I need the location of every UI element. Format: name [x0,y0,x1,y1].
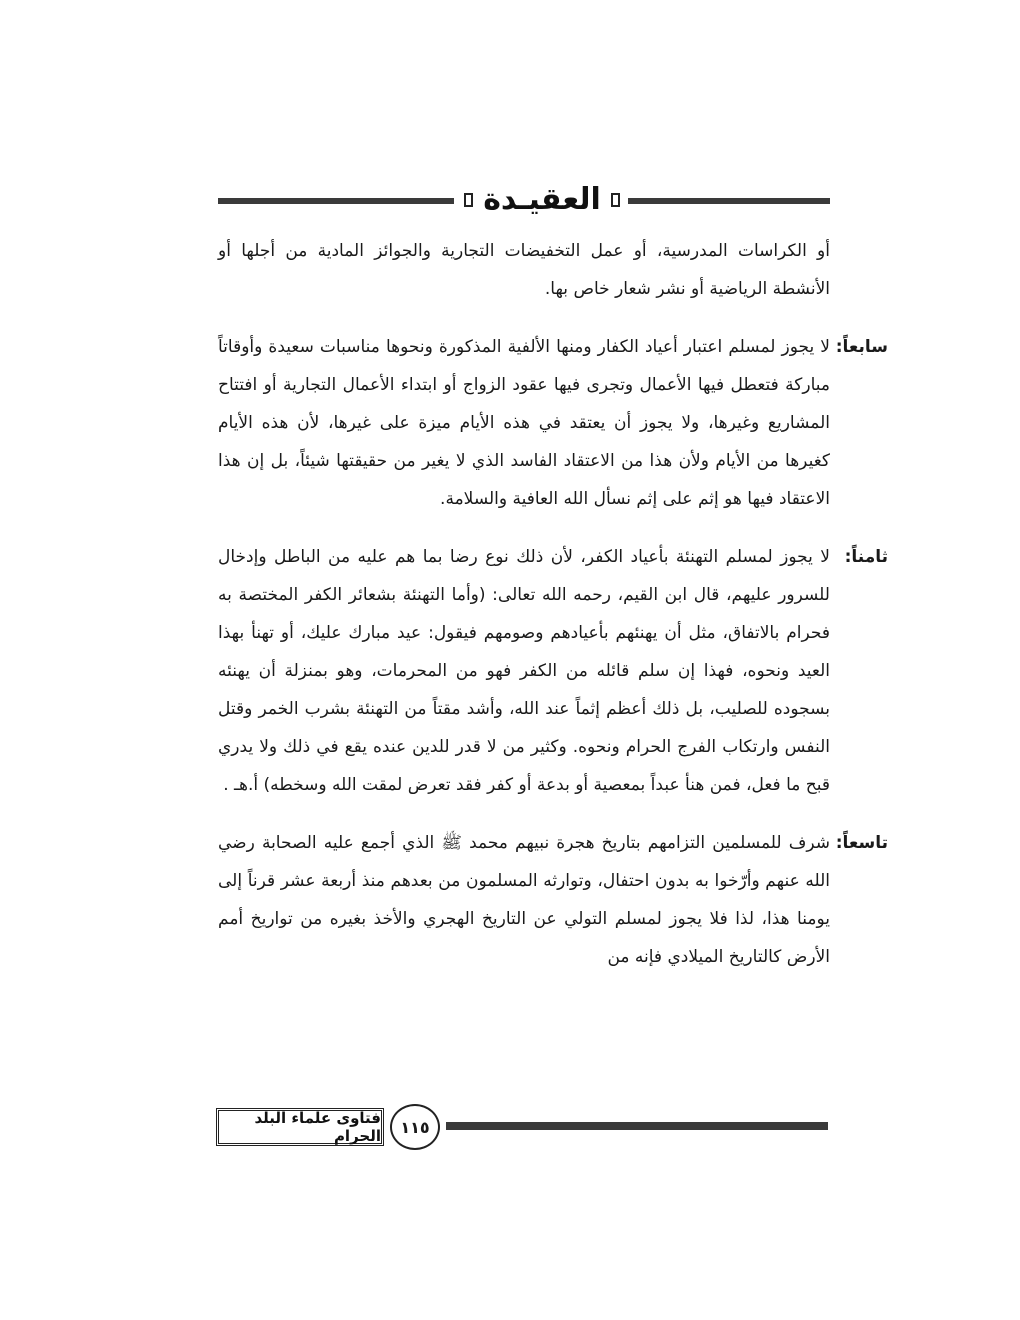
page-body [218,232,888,976]
section-seventh [218,328,888,518]
page-number-circle [390,1104,440,1150]
square-ornament-icon [611,193,620,207]
section-eighth [218,538,888,804]
square-ornament-icon [464,193,473,207]
section-label: تاسعاً: [835,833,888,853]
section-text: لا يجوز لمسلم اعتبار أعياد الكفار ومنها الألفية المذكورة ونحوها مناسبات سعيدة وأوقاتاً مباركة فتعطل فيها الأعمال وتجرى فيها عقود الزواج أو ابتداء الأعمال التجارية أو افتتاح المشاريع وغيرها، ولا يجوز أن يعتقد في هذه الأيام ميزة على غيرها، لأن هذه الأيام كغيرها من الأيام ولأن هذا من الاعتقاد الفاسد الذي لا يغير من حقيقتها شيئاً، بل إن هذا الاعتقاد فيها هو إثم على إثم نسأل الله العافية والسلامة. [218,337,830,509]
section-ninth [218,824,888,976]
section-label: ثامناً: [844,547,888,567]
page-number: ١١٥ [400,1117,430,1137]
header-rule-right [628,198,830,204]
header-title-group [464,176,620,224]
book-title: فتاوى علماء البلد الحرام [254,1109,381,1145]
section-text: لا يجوز لمسلم التهنئة بأعياد الكفر، لأن ذلك نوع رضا بما هم عليه من الباطل وإدخال للسرور عليهم، قال ابن القيم، رحمه الله تعالى: (وأما التهنئة بشعائر الكفر المختصة به فحرام بالاتفاق، مثل أن يهنئهم بأعيادهم وصومهم فيقول: عيد مبارك عليك، أو تهنأ بهذا العيد ونحوه، فهذا إن سلم قائله من الكفر فهو من المحرمات، وهو بمنزلة أن يهنئه بسجوده للصليب، بل ذلك أعظم إثماً عند الله، وأشد مقتاً من التهنئة بشرب الخمر وقتل النفس وارتكاب الفرج الحرام ونحوه. وكثير من لا قدر للدين عنده يقع في ذلك ولا يدري قبح ما فعل، فمن هنأ عبداً بمعصية أو بدعة أو كفر فقد تعرض لمقت الله وسخطه) أ.هـ . [218,547,830,795]
book-title-box [216,1108,384,1146]
intro-paragraph: أو الكراسات المدرسية، أو عمل التخفيضات التجارية والجوائز المادية من أجلها أو الأنشطة الرياضية أو نشر شعار خاص بها. [218,241,830,299]
page-header [218,176,830,224]
header-rule-left [218,198,454,204]
page-footer [216,1104,828,1152]
footer-rule [446,1122,828,1130]
chapter-title: العقيـدة [483,182,601,217]
section-text: شرف للمسلمين التزامهم بتاريخ هجرة نبيهم محمد ﷺ الذي أجمع عليه الصحابة رضي الله عنهم وأرّخوا به بدون احتفال، وتوارثه المسلمون من بعدهم منذ أربعة عشر قرناً إلى يومنا هذا، لذا فلا يجوز لمسلم التولي عن التاريخ الهجري والأخذ بغيره من تواريخ أمم الأرض كالتاريخ الميلادي فإنه من [218,833,830,967]
section-label: سابعاً: [835,337,888,357]
